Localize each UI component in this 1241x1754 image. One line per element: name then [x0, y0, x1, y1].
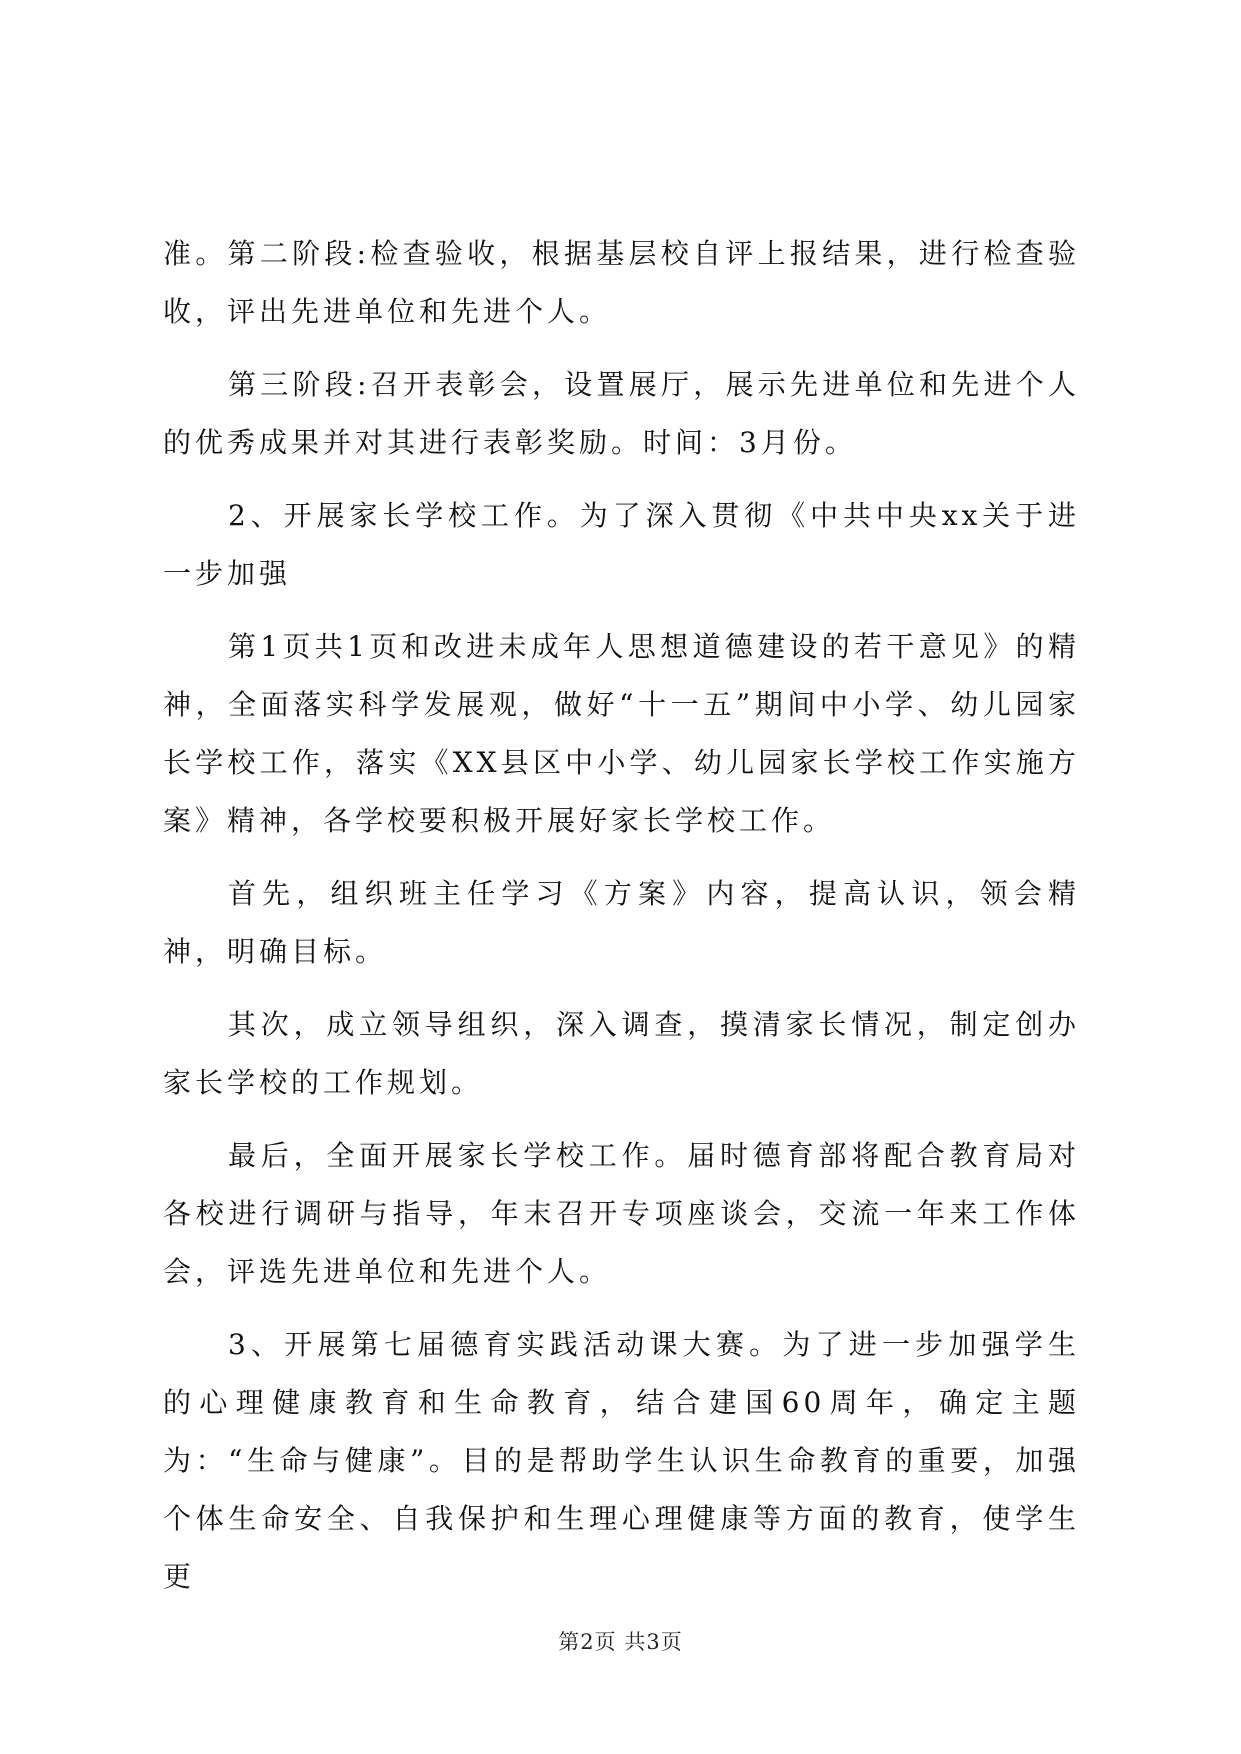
paragraph-stage-two: 准。第二阶段:检查验收，根据基层校自评上报结果，进行检查验收，评出先进单位和先进个人。 [163, 237, 1080, 328]
paragraph-parent-school-details: 第1页共1页和改进未成年人思想道德建设的若干意见》的精神，全面落实科学发展观，做好“十一五”期间中小学、幼儿园家长学校工作，落实《XX县区中小学、幼儿园家长学校工作实施方案》精神，各学校要积极开展好家长学校工作。 [163, 630, 1080, 837]
paragraph-final-step: 最后，全面开展家长学校工作。届时德育部将配合教育局对各校进行调研与指导，年末召开专项座谈会，交流一年来工作体会，评选先进单位和先进个人。 [163, 1139, 1080, 1288]
paragraph-first-step: 首先，组织班主任学习《方案》内容，提高认识，领会精神，明确目标。 [163, 877, 1080, 968]
document-body [163, 225, 1080, 1621]
paragraph-second-step: 其次，成立领导组织，深入调查，摸清家长情况，制定创办家长学校的工作规划。 [163, 1008, 1080, 1099]
paragraph-parent-school-intro: 2、开展家长学校工作。为了深入贯彻《中共中央xx关于进一步加强 [163, 499, 1080, 590]
paragraph-stage-three: 第三阶段:召开表彰会，设置展厅，展示先进单位和先进个人的优秀成果并对其进行表彰奖励。时间：3月份。 [163, 368, 1080, 459]
page-number-footer: 第2页 共3页 [558, 1630, 683, 1654]
paragraph-moral-education-contest: 3、开展第七届德育实践活动课大赛。为了进一步加强学生的心理健康教育和生命教育，结合建国60周年，确定主题为：“生命与健康”。目的是帮助学生认识生命教育的重要，加强个体生命安全、自我保护和生理心理健康等方面的教育，使学生更 [163, 1328, 1080, 1593]
